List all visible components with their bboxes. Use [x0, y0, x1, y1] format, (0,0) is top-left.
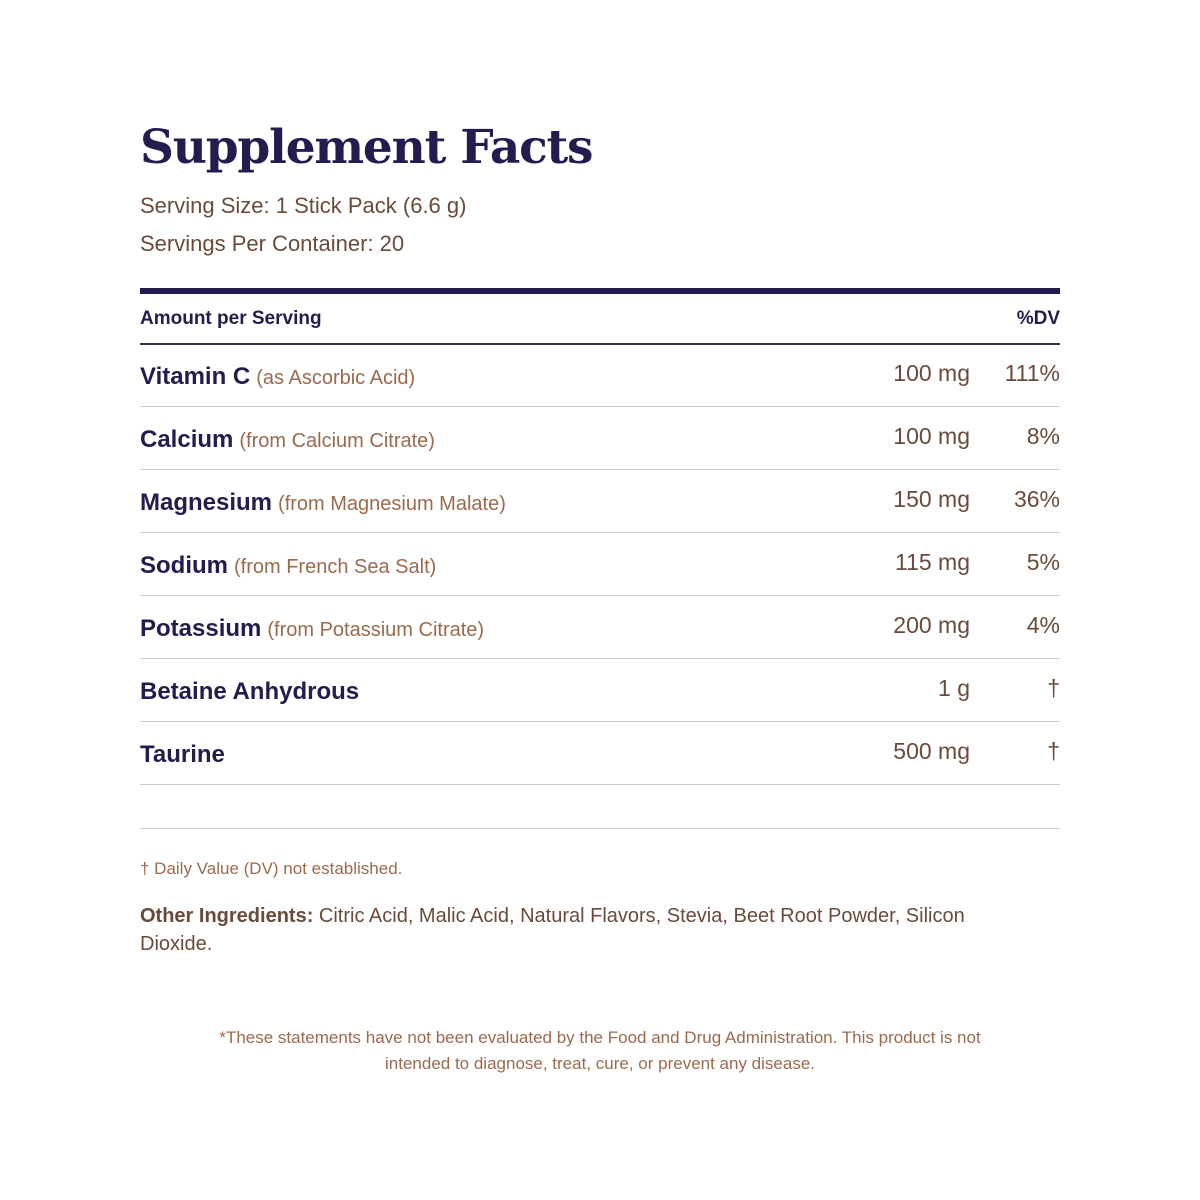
nutrient-name: Vitamin C: [140, 363, 251, 390]
other-ingredients: [140, 902, 1040, 958]
other-ingredients-label: Other Ingredients:: [140, 905, 314, 927]
nutrient-source: (from Potassium Citrate): [267, 619, 485, 641]
table-row: [140, 470, 1060, 533]
nutrient-amount: 115 mg: [894, 549, 970, 575]
nutrient-table: [140, 344, 1060, 785]
nutrient-dv: 111%: [1004, 360, 1060, 386]
nutrient-name: Potassium: [140, 615, 262, 642]
nutrient-dv: 36%: [1013, 486, 1060, 512]
serving-size: Serving Size: 1 Stick Pack (6.6 g): [140, 193, 467, 218]
nutrient-name: Taurine: [140, 741, 225, 768]
nutrient-label: [140, 738, 225, 775]
nutrient-amount: 150 mg: [893, 486, 970, 512]
nutrient-label: [140, 675, 359, 712]
nutrient-label: [140, 612, 484, 649]
nutrient-label: [140, 423, 435, 460]
amount-per-serving-header: Amount per Serving: [140, 308, 322, 329]
servings-per-container: Servings Per Container: 20: [140, 231, 405, 256]
nutrient-source: (from French Sea Salt): [234, 556, 437, 578]
nutrient-label: [140, 486, 506, 523]
disclaimer-line-2: intended to diagnose, treat, cure, or prevent any disease.: [385, 1054, 815, 1073]
nutrient-amount: 100 mg: [893, 360, 970, 386]
page-title: Supplement Facts: [140, 120, 593, 175]
nutrient-dv: 4%: [1026, 612, 1060, 638]
other-ingredients-text: Citric Acid, Malic Acid, Natural Flavors, Stevia, Beet Root Powder, Silicon Dioxide.: [140, 905, 965, 955]
supplement-facts-panel: [140, 0, 1060, 1200]
table-bottom-divider: [140, 828, 1060, 829]
nutrient-amount: 200 mg: [893, 612, 970, 638]
nutrient-dv: †: [1047, 675, 1060, 701]
table-header: [140, 304, 1060, 334]
table-row: [140, 659, 1060, 722]
nutrient-dv: 5%: [1026, 549, 1060, 575]
nutrient-dv: †: [1047, 738, 1060, 764]
header-divider: [140, 288, 1060, 294]
table-row: [140, 407, 1060, 470]
nutrient-label: [140, 360, 415, 397]
nutrient-name: Calcium: [140, 426, 234, 453]
disclaimer-line-1: *These statements have not been evaluated by the Food and Drug Administration. This product is not: [219, 1028, 981, 1047]
table-row: [140, 533, 1060, 596]
nutrient-name: Magnesium: [140, 489, 273, 516]
nutrient-source: (from Magnesium Malate): [278, 493, 506, 515]
fda-disclaimer: [140, 1025, 1060, 1077]
nutrient-source: (from Calcium Citrate): [239, 430, 435, 452]
nutrient-name: Sodium: [140, 552, 228, 579]
nutrient-amount: 100 mg: [893, 423, 970, 449]
nutrient-source: (as Ascorbic Acid): [256, 367, 416, 389]
table-row: [140, 722, 1060, 785]
nutrient-label: [140, 549, 436, 586]
table-row: [140, 344, 1060, 407]
daily-value-header: %DV: [1016, 308, 1060, 329]
dv-footnote: † Daily Value (DV) not established.: [140, 859, 403, 878]
nutrient-amount: 500 mg: [893, 738, 970, 764]
nutrient-amount: 1 g: [938, 675, 970, 701]
table-row: [140, 596, 1060, 659]
nutrient-name: Betaine Anhydrous: [140, 678, 360, 705]
nutrient-dv: 8%: [1026, 423, 1060, 449]
